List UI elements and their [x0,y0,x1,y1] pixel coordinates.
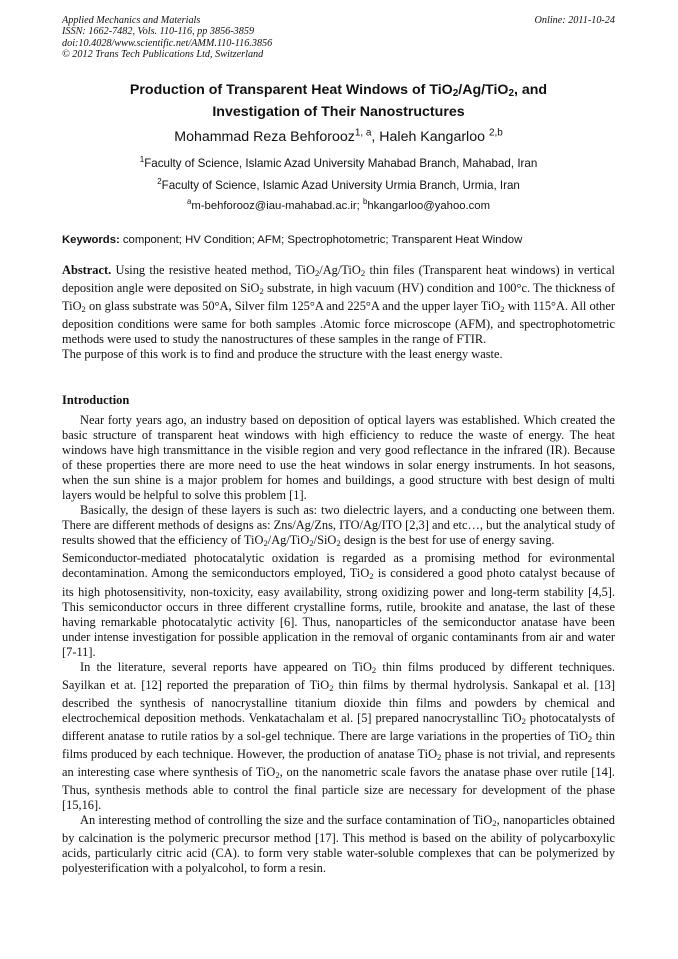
intro-paragraph-5: An interesting method of controlling the size and the surface contamination of TiO$_2$, nanoparticles obtained by calcination is the polymeric precursor method [17]. This method is based on the ability of polycarboxylic acids, particularly citric acid (CA). to form very stable water-soluble complexes that can be polymerized by polyesterification with a polyalcohol, to form a resin. [62,813,615,876]
section-heading-introduction: Introduction [62,393,130,407]
title-line-2: Investigation of Their Nanostructures [212,104,465,120]
author-2: Haleh Kangarloo [379,129,489,145]
title-line-1: Production of Transparent Heat Windows of TiO$_2$/Ag/TiO$_2$, and [129,82,548,99]
doi-line: doi:10.4028/www.scientific.net/AMM.110-116.3856 [62,37,273,49]
keywords: Keywords: component; HV Condition; AFM; Spectrophotometric; Transparent Heat Window [62,234,523,246]
author-emails: $^a$m-behforooz@iau-mahabad.ac.ir; $^b$hkangarloo@yahoo.com [186,197,491,212]
intro-paragraph-3: Semiconductor-mediated photocatalytic oxidation is regarded as a promising method for evironmental decontamination. Among the semiconductors employed, TiO$_2$ is considered a good photo catalyst because of its high photosensitivity, non-toxicity, easy availability, strong oxidizing power and long-term stability [4,5]. This semiconductor occurs in three different crystalline forms, rutile, brookite and anatase, the last of these having remarkable photocatalytic activity [6]. Thus, nanoparticles of the semiconductor anatase have been under intense investigation for possible application in the removal of organic contaminants from air and water [7-11]. [62,551,615,659]
email-b[interactable]: hkangarloo@yahoo.com [367,200,491,212]
online-date: Online: 2011-10-24 [534,15,615,26]
abstract [62,263,615,362]
abstract-text: Abstract. Using the resistive heated method, TiO$_2$/Ag/TiO$_2$ thin files (Transparent heat windows) in vertical deposition angle were deposited on SiO$_2$ substrate, in high vacuum (HV) condition and 100°c. The thickness of TiO$_2$ on glass substrate was 50°A, Silver film 125°A and 225°A and the upper layer TiO$_2$ with 115°A. All other deposition conditions were same for both samples .Atomic force microscope (AFM), and spectrophotometric methods were used to study the nanostructures of these samples in the range of FTIR. [62,263,616,347]
email-a[interactable]: m-behforooz@iau-mahabad.ac.ir; [191,200,363,212]
issn-line: ISSN: 1662-7482, Vols. 110-116, pp 3856-3859 [62,26,255,38]
affiliation-1: $^1$Faculty of Science, Islamic Azad University Mahabad Branch, Mahabad, Iran [139,155,538,170]
journal-name: Applied Mechanics and Materials [62,15,201,26]
abstract-purpose: The purpose of this work is to find and produce the structure with the least energy waste. [62,347,503,362]
author-list: Mohammad Reza Behforooz$^{1, a}$, Haleh Kangarloo $^{2,b}$ [174,127,503,145]
paper-title [62,81,615,121]
intro-paragraph-1: Near forty years ago, an industry based on deposition of optical layers was established. Which created the basic structure of transparent heat windows with high efficiency to reduce the waste of energy. The heat windows have high transmittance in the visible region and very good reflectance in the infrared (IR). Because of these properties there are more need to use the heat windows in solar energy instruments. In hot seasons, when the sun shine is a major problem for homes and buildings, a good structure with best design of multi layers would be helpful to solve this problem [1]. [62,413,615,503]
keywords-label: Keywords: [62,234,120,246]
copyright-line: © 2012 Trans Tech Publications Ltd, Switzerland [62,48,264,60]
intro-paragraph-4: In the literature, several reports have appeared on TiO$_2$ thin films produced by different techniques. Sayilkan et at. [12] reported the preparation of TiO$_2$ thin films by thermal hydrolysis. Sankapal et al. [13] described the synthesis of nanocrystalline titanium dioxide thin films and powders by chemical and electrochemical deposition methods. Venkatachalam et al. [5] prepared nanocrystallinc TiO$_2$ photocatalysts of different anatase to rutile ratios by a sol-gel technique. There are large variations in the properties of TiO$_2$ thin films produced by each technique. However, the production of anatase TiO$_2$ phase is not trivial, and represents an interesting case where synthesis of TiO$_2$, on the nanometric scale favors the anatase phase over rutile [14]. Thus, synthesis methods able to control the final particle size are necessary for development of the phase [15,16]. [62,659,616,813]
journal-header [62,15,615,60]
intro-paragraph-2: Basically, the design of these layers is such as: two dielectric layers, and a conducting one between them. There are different methods of designs as: Zns/Ag/Zns, ITO/Ag/ITO [2,3] and etc…, but the analytical study of results showed that the efficiency of TiO$_2$/Ag/TiO$_2$/SiO$_2$ design is the best for use of energy saving. [62,503,615,549]
introduction-body [62,413,615,876]
affiliation-2: $^2$Faculty of Science, Islamic Azad University Urmia Branch, Urmia, Iran [157,177,520,192]
author-1: Mohammad Reza Behforooz [174,129,355,145]
